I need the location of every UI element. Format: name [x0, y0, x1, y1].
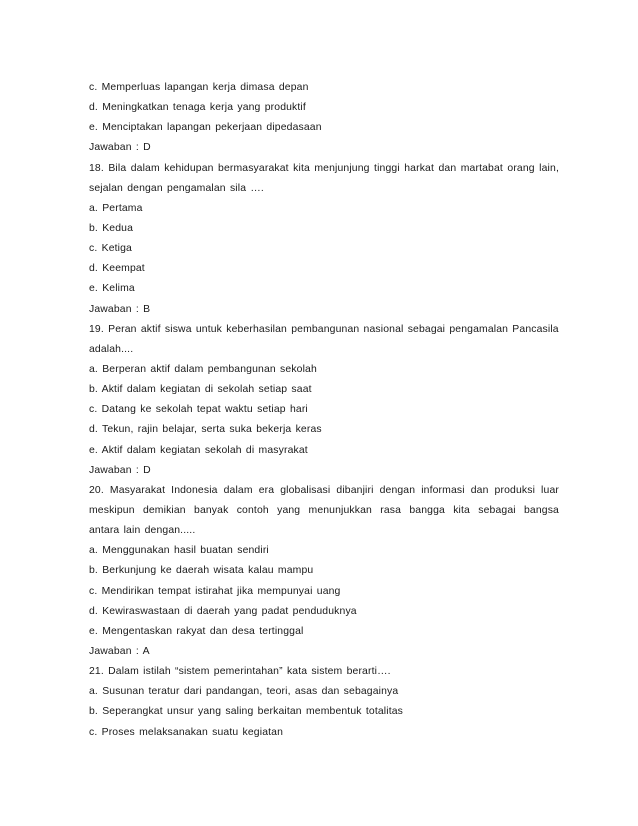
text-line: Jawaban : D: [89, 142, 151, 154]
text-line: a. Berperan aktif dalam pembangunan sekolah: [89, 363, 317, 375]
text-line: 19. Peran aktif siswa untuk keberhasilan pembangunan nasional sebagai pengamalan Pancasila: [89, 323, 559, 335]
text-line: 21. Dalam istilah “sistem pemerintahan” kata sistem berarti….: [89, 666, 391, 678]
text-line: antara lain dengan.....: [89, 525, 196, 537]
text-line: c. Memperluas lapangan kerja dimasa depan: [89, 82, 309, 93]
text-line: Jawaban : D: [89, 464, 151, 476]
document-body: [89, 78, 559, 743]
text-line: d. Kewiraswastaan di daerah yang padat penduduknya: [89, 605, 357, 617]
text-line: Jawaban : A: [89, 645, 150, 657]
text-line: c. Mendirikan tempat istirahat jika mempunyai uang: [89, 585, 341, 597]
text-line: b. Aktif dalam kegiatan di sekolah setiap saat: [89, 384, 312, 396]
text-line: a. Pertama: [89, 202, 143, 214]
text-line: b. Seperangkat unsur yang saling berkaitan membentuk totalitas: [89, 706, 404, 718]
text-line: e. Mengentaskan rakyat dan desa tertinggal: [89, 625, 304, 637]
text-line: b. Kedua: [89, 222, 133, 234]
text-line: e. Aktif dalam kegiatan sekolah di masyrakat: [89, 444, 308, 456]
text-line: c. Datang ke sekolah tepat waktu setiap hari: [89, 404, 308, 416]
text-line: a. Susunan teratur dari pandangan, teori, asas dan sebagainya: [89, 686, 399, 698]
text-line: e. Menciptakan lapangan pekerjaan dipedasaan: [89, 122, 322, 134]
text-line: Jawaban : B: [89, 303, 151, 315]
text-line: sejalan dengan pengamalan sila ….: [89, 182, 264, 194]
text-line: e. Kelima: [89, 283, 135, 295]
text-line: d. Tekun, rajin belajar, serta suka bekerja keras: [89, 424, 322, 436]
text-line: d. Keempat: [89, 263, 145, 275]
text-line: c. Ketiga: [89, 243, 132, 255]
text-line: adalah....: [89, 343, 134, 355]
text-line: d. Meningkatkan tenaga kerja yang produktif: [89, 102, 306, 114]
text-line: 20. Masyarakat Indonesia dalam era globalisasi dibanjiri dengan informasi dan produksi luar: [89, 484, 559, 496]
text-line: b. Berkunjung ke daerah wisata kalau mampu: [89, 565, 314, 577]
text-line: a. Menggunakan hasil buatan sendiri: [89, 545, 269, 557]
text-line: meskipun demikian banyak contoh yang menunjukkan rasa bangga kita sebagai bangsa: [89, 504, 559, 516]
text-line: 18. Bila dalam kehidupan bermasyarakat kita menjunjung tinggi harkat dan martabat orang lain,: [89, 162, 559, 174]
text-line: c. Proses melaksanakan suatu kegiatan: [89, 726, 284, 738]
